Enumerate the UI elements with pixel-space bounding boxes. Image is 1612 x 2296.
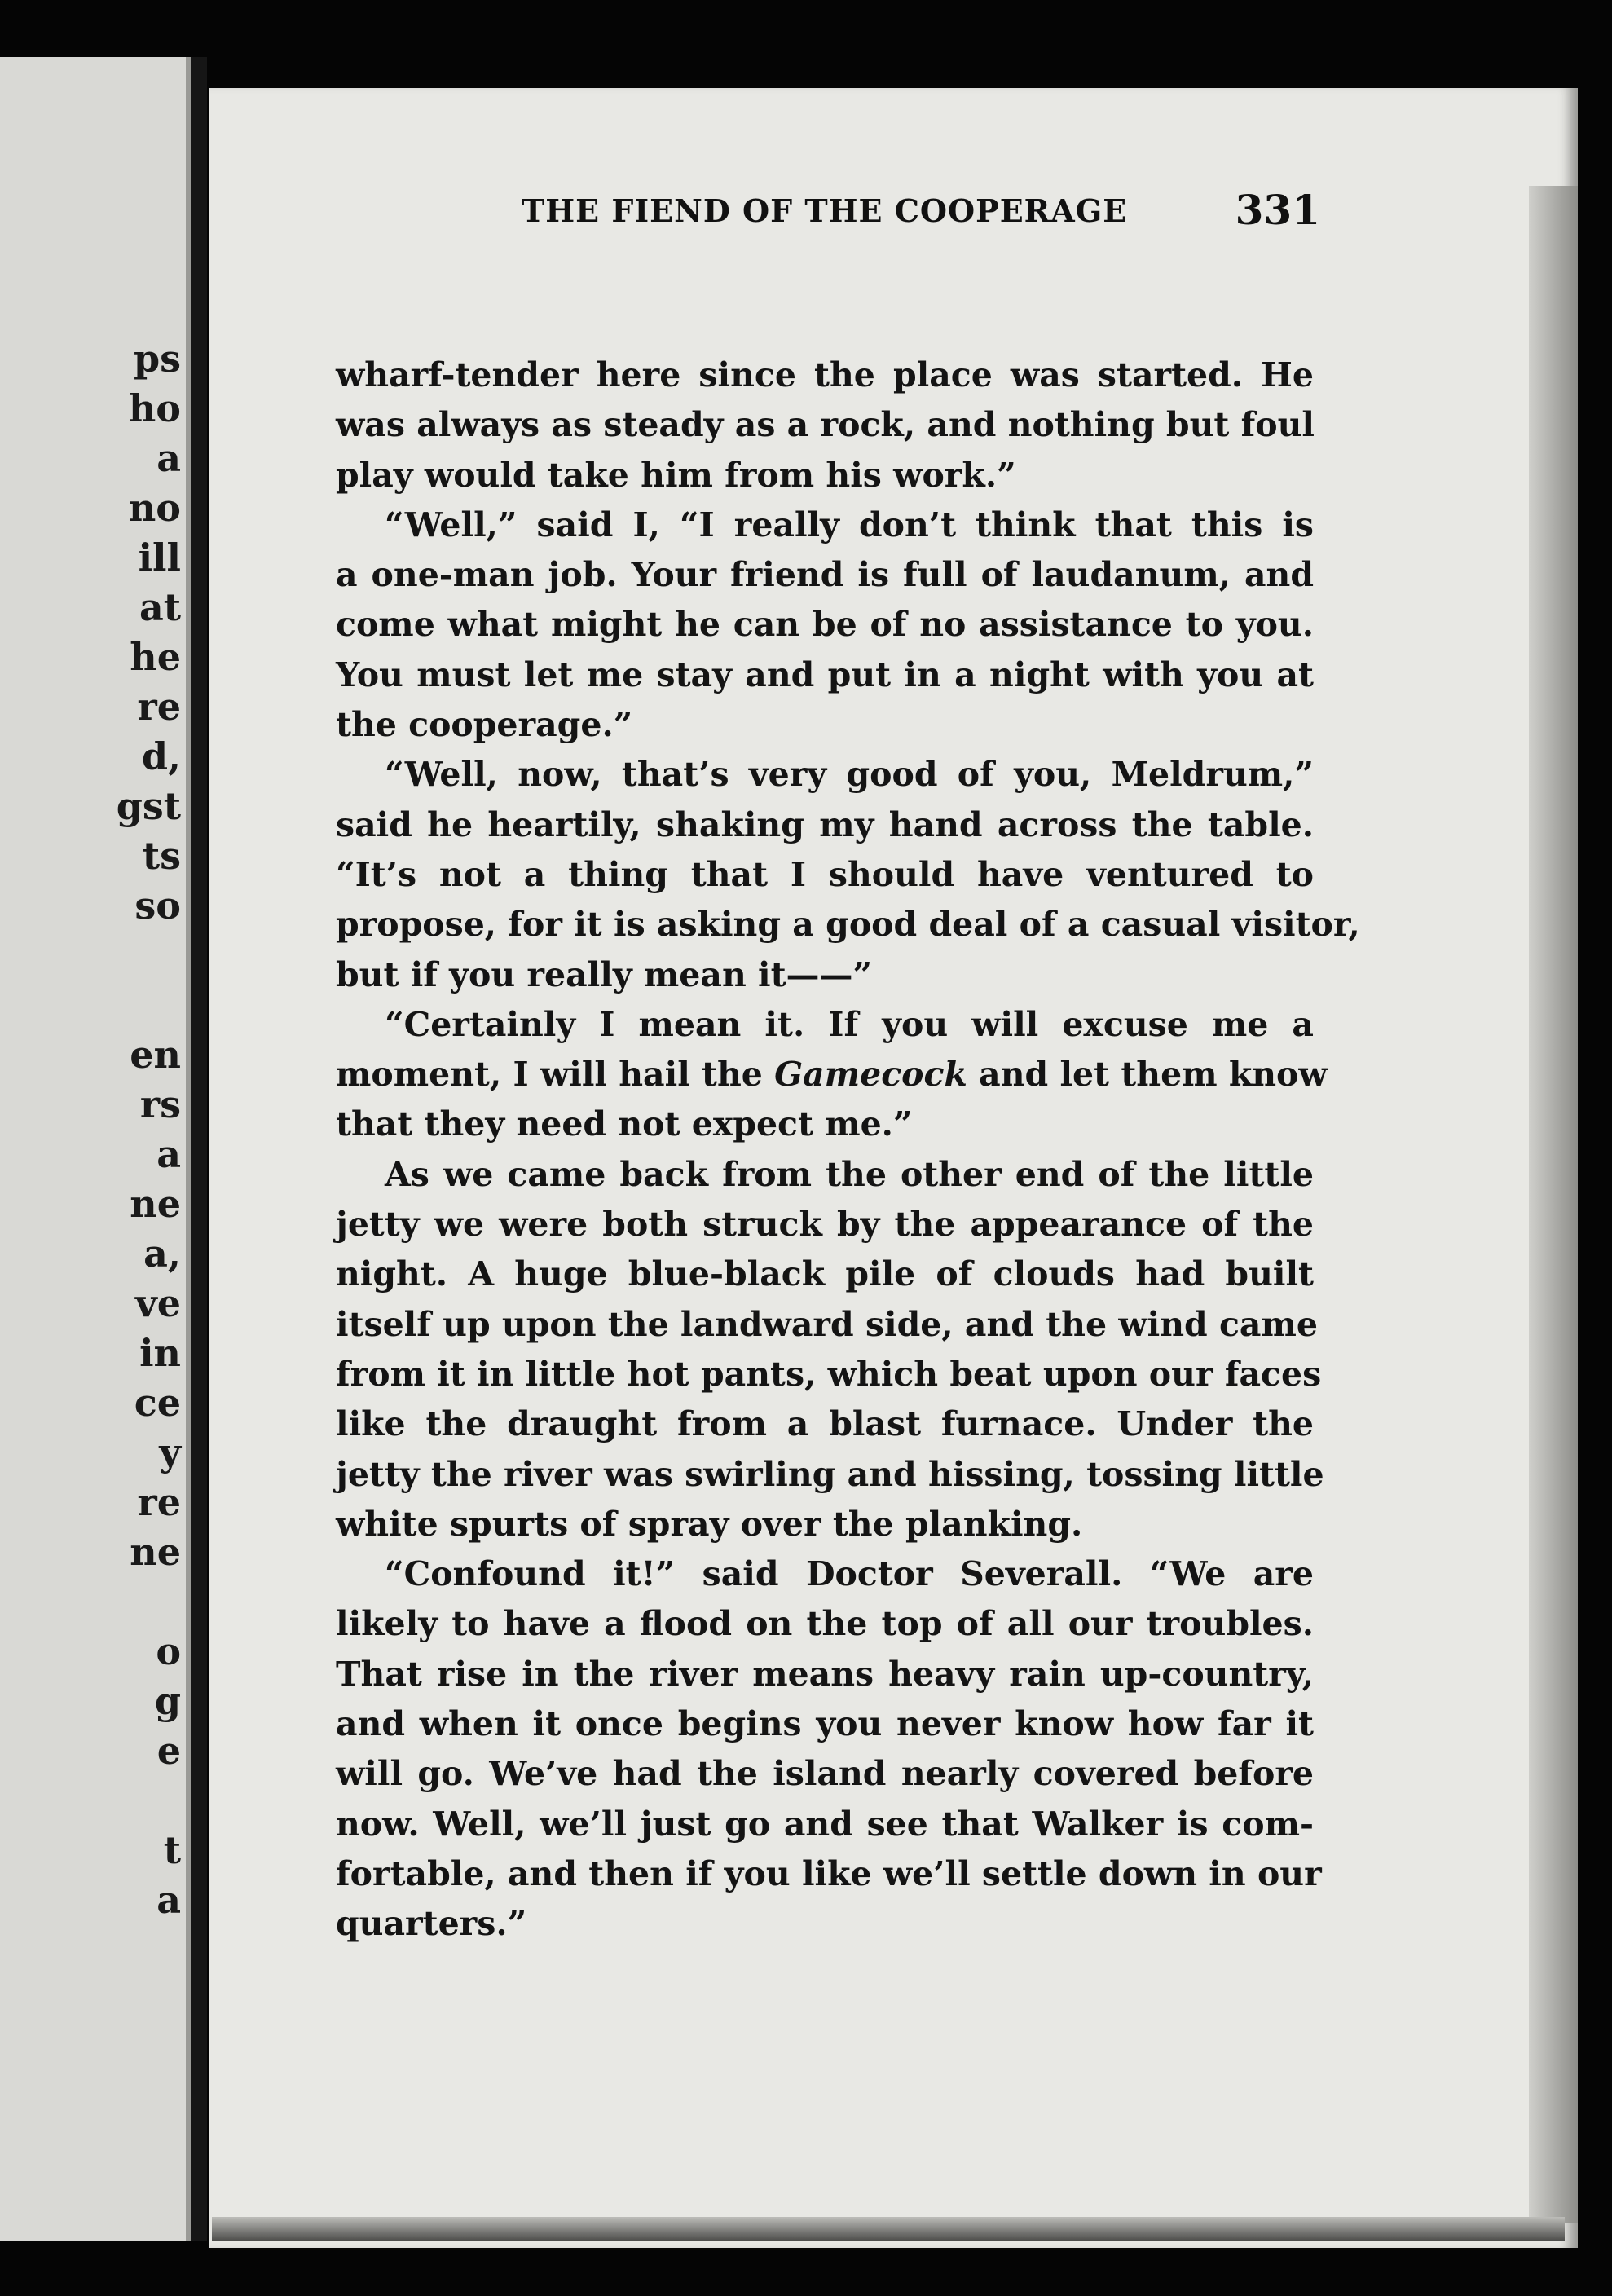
text-line: “Confound it!” said Doctor Severall. “We are [385, 1554, 1314, 1594]
text-line: play would take him from his work.” [336, 455, 1016, 495]
text-line: white spurts of spray over the planking. [336, 1504, 1083, 1544]
previous-page-fragment: re [137, 1480, 181, 1524]
previous-page-fragment: re [137, 685, 181, 729]
previous-page-fragment: y [159, 1430, 181, 1474]
previous-page-fragment: ne [130, 1530, 181, 1574]
previous-page-fragment: ve [135, 1281, 181, 1325]
previous-page-fragment: ill [138, 535, 181, 580]
text-line: quarters.” [336, 1904, 527, 1944]
text-line: That rise in the river means heavy rain up-country, [336, 1654, 1314, 1694]
previous-page-fragment: ne [130, 1182, 181, 1226]
text-line: night. A huge blue-black pile of clouds had built [336, 1254, 1314, 1294]
previous-page-fragment [83, 931, 181, 981]
text-line: propose, for it is asking a good deal of a casual visitor, [336, 905, 1360, 945]
previous-page-fragment [83, 1776, 181, 1826]
previous-page-fragment: e [156, 1729, 181, 1773]
previous-page-fragment: no [128, 486, 181, 530]
previous-page-fragment: ce [134, 1381, 181, 1425]
text-line: jetty the river was swirling and hissing, tossing little [336, 1454, 1324, 1494]
text-line: itself up upon the landward side, and the wind came [336, 1304, 1318, 1344]
text-line: was always as steady as a rock, and nothing but foul [336, 405, 1315, 445]
previous-page-fragment: rs [139, 1082, 181, 1126]
text-line: like the draught from a blast furnace. Under the [336, 1404, 1314, 1444]
previous-page-fragment: a [156, 1132, 181, 1176]
running-head: THE FIEND OF THE COOPERAGE [522, 192, 1128, 229]
text-line: You must let me stay and put in a night with you at [336, 654, 1314, 694]
text-line: wharf-tender here since the place was started. He [336, 355, 1314, 394]
page-bottom-edge [212, 2217, 1565, 2241]
previous-page-fragment: a, [143, 1232, 181, 1276]
body-text [336, 350, 1360, 1950]
previous-page-fragment: o [156, 1629, 181, 1673]
previous-page-fragment: ps [133, 337, 181, 381]
previous-page-fragment: t [163, 1828, 181, 1872]
previous-page-fragment: d, [141, 734, 181, 778]
previous-page-edge [0, 57, 191, 2241]
text-line: now. Well, we’ll just go and see that Walker is com- [336, 1804, 1314, 1844]
text-line: “Well, now, that’s very good of you, Meldrum,” [385, 755, 1314, 795]
text-line: that they need not expect me.” [336, 1104, 913, 1144]
previous-page-fragment: a [156, 1878, 181, 1922]
text-line: likely to have a flood on the top of all our troubles. [336, 1604, 1314, 1644]
previous-page-fragment: gst [116, 784, 181, 828]
text-line: “Well,” said I, “I really don’t think that this is [385, 505, 1314, 544]
previous-page-fragment: g [154, 1679, 181, 1723]
text-line: come what might he can be of no assistance to you. [336, 605, 1314, 645]
text-line: from it in little hot pants, which beat upon our faces [336, 1354, 1322, 1394]
previous-page-fragment: at [139, 585, 181, 629]
previous-page-fragment: a [156, 436, 181, 480]
previous-page-fragment: so [134, 884, 181, 928]
previous-page-fragment: in [139, 1331, 181, 1375]
previous-page-text-fragments [83, 334, 181, 1925]
previous-page-fragment: ts [142, 834, 181, 878]
previous-page-fragment [83, 1577, 181, 1627]
text-line: a one-man job. Your friend is full of laudanum, and [336, 555, 1314, 595]
text-line: moment, I will hail the Gamecock and let them know [336, 1055, 1328, 1095]
text-line: the cooperage.” [336, 705, 633, 745]
text-line: and when it once begins you never know how far it [336, 1704, 1314, 1744]
previous-page-fragment: en [130, 1033, 181, 1077]
text-line: will go. We’ve had the island nearly covered before [336, 1754, 1314, 1794]
page-edge-shadow [1529, 186, 1578, 2223]
page-header [310, 186, 1320, 243]
text-line: jetty we were both struck by the appearance of the [336, 1205, 1314, 1245]
previous-page-fragment [83, 981, 181, 1030]
text-line: “It’s not a thing that I should have ventured to [336, 854, 1314, 894]
text-line: “Certainly I mean it. If you will excuse me a [385, 1004, 1314, 1044]
text-line: fortable, and then if you like we’ll settle down in our [336, 1853, 1322, 1893]
previous-page-fragment: he [130, 635, 181, 679]
text-line: said he heartily, shaking my hand across the table. [336, 804, 1314, 844]
page-number: 331 [1235, 186, 1320, 234]
previous-page-fragment: ho [128, 386, 181, 430]
text-line: As we came back from the other end of the little [385, 1154, 1314, 1194]
text-line: but if you really mean it——” [336, 954, 873, 994]
